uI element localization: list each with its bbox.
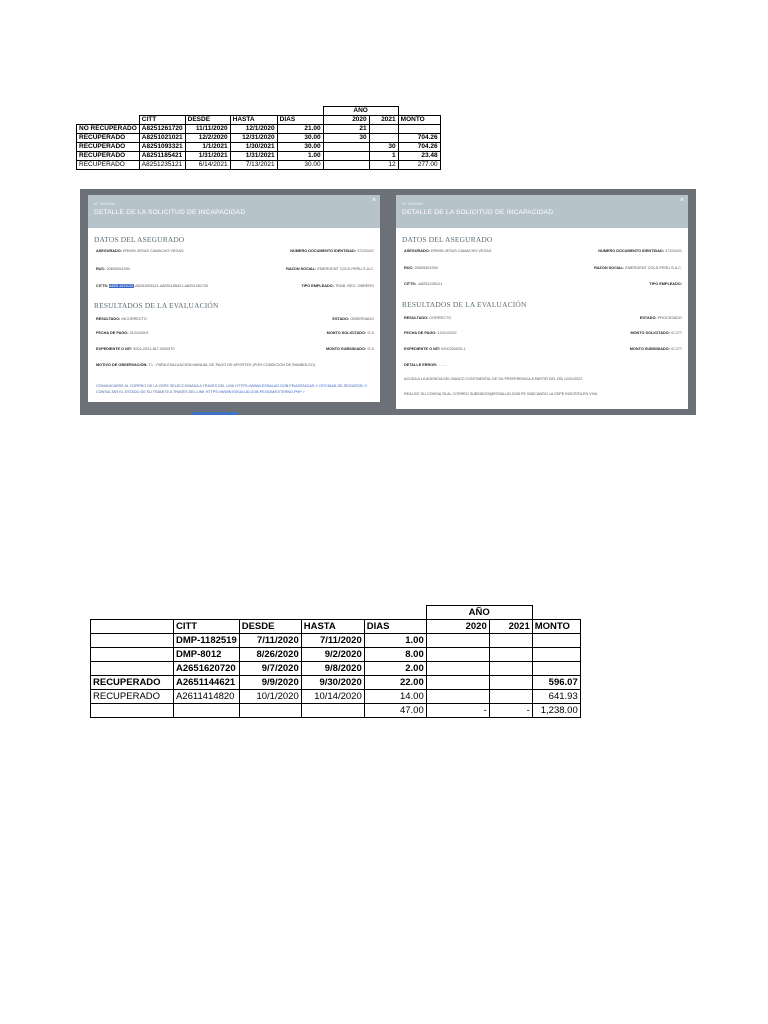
table-total-row <box>91 704 581 718</box>
incapacity-detail-modal-observed <box>88 195 380 402</box>
ruc-row <box>96 265 374 273</box>
monto-solicitado-value: S/.277 <box>671 331 682 335</box>
col-citt: CITT <box>139 116 185 125</box>
table-year-row <box>77 107 441 116</box>
table-row <box>77 161 441 170</box>
row-status: NO RECUPERADO <box>77 125 140 134</box>
tipo-label: TIPO EMPLEADO: <box>649 282 682 286</box>
resultado-row <box>96 315 374 323</box>
fecha-value: 01/01/0001 <box>129 331 149 335</box>
table-header-row <box>91 620 581 634</box>
table-row <box>77 134 441 143</box>
row-monto: 277.00 <box>398 161 440 170</box>
essalud-screenshot-panel <box>80 189 696 415</box>
resultado-label: RESULTADO: <box>96 317 121 321</box>
col-2020: 2020 <box>426 620 489 634</box>
table-body <box>91 634 581 704</box>
row-2021 <box>369 134 398 143</box>
asegurado-row <box>96 247 374 255</box>
row-dias: 30.00 <box>277 143 323 152</box>
row-2021 <box>369 125 398 134</box>
table-row <box>77 152 441 161</box>
modal-kicker: N° 0000000 <box>402 202 424 206</box>
row-hasta: 12/1/2020 <box>230 125 277 134</box>
section-resultados: RESULTADOS DE LA EVALUACIÓN <box>94 301 219 310</box>
numdoc-label: NUMERO DOCUMENTO IDENTIDAD: <box>290 249 357 253</box>
close-icon[interactable]: × <box>371 197 376 204</box>
row-desde: 1/1/2021 <box>185 143 230 152</box>
tipo-label: TIPO EMPLEADO: <box>301 284 334 288</box>
col-monto: MONTO <box>398 116 440 125</box>
asegurado-label: ASEGURADO: <box>404 249 430 253</box>
row-citt: A8251185421 <box>139 152 185 161</box>
citts-row <box>96 282 374 290</box>
estado-value: PROCESADO <box>657 316 682 320</box>
row-status: RECUPERADO <box>77 143 140 152</box>
row-citt: A2651144621 <box>174 676 240 690</box>
row-desde: 12/2/2020 <box>185 134 230 143</box>
row-status <box>91 662 174 676</box>
ruc-value: 20605261994 <box>414 266 438 270</box>
razon-label: RAZON SOCIAL: <box>594 266 625 270</box>
citts-value: -A8251235121 <box>417 282 443 286</box>
row-monto <box>398 125 440 134</box>
citts-selected-text[interactable]: A825 1021021 <box>109 284 134 288</box>
row-dias: 1.00 <box>364 634 426 648</box>
bank-note <box>404 377 680 383</box>
citts-label: CITTS: <box>404 282 417 286</box>
row-2020 <box>426 634 489 648</box>
expediente-value: 9200200025-1 <box>441 347 466 351</box>
row-monto <box>532 662 580 676</box>
monto-subsidiado-value: S/.0 <box>367 347 374 351</box>
row-dias: 21.00 <box>277 125 323 134</box>
row-hasta: 7/13/2021 <box>230 161 277 170</box>
row-2021 <box>489 648 532 662</box>
row-hasta: 7/11/2020 <box>301 634 364 648</box>
row-hasta: 12/31/2020 <box>230 134 277 143</box>
col-2020: 2020 <box>323 116 369 125</box>
col-hasta: HASTA <box>230 116 277 125</box>
note-text-1: ACUDA A LA AGENCIA DEL BANCO CONTINENTAL DE SU PREFERENCIA A PARTIR DEL DÍA 12/01/2022. <box>404 377 584 381</box>
table-year-row <box>91 606 581 620</box>
row-hasta: 9/30/2020 <box>301 676 364 690</box>
monto-solicitado-label: MONTO SOLICITADO: <box>630 331 670 335</box>
numdoc-value: 47225421 <box>357 249 374 253</box>
col-dias: DIAS <box>277 116 323 125</box>
table-row <box>77 143 441 152</box>
resultado-value: CORRECTO <box>429 316 452 320</box>
monto-solicitado-value: S/.0 <box>367 331 374 335</box>
row-citt: A2611414820 <box>174 690 240 704</box>
citts-row <box>404 280 682 288</box>
row-2021: 1 <box>369 152 398 161</box>
incapacity-detail-modal-processed <box>396 195 688 409</box>
row-citt: A8251093321 <box>139 143 185 152</box>
row-status: RECUPERADO <box>77 134 140 143</box>
total-monto: 1,238.00 <box>532 704 580 718</box>
table-row <box>91 634 581 648</box>
row-desde: 10/1/2020 <box>239 690 301 704</box>
fecha-label: FECHA DE PAGO: <box>96 331 129 335</box>
row-citt: A8251235121 <box>139 161 185 170</box>
asegurado-row <box>404 247 682 255</box>
expediente-row <box>404 345 682 353</box>
numdoc-label: NUMERO DOCUMENTO IDENTIDAD: <box>598 249 665 253</box>
col-hasta: HASTA <box>301 620 364 634</box>
asegurado-value: ERWIN JESUS CAMACHO VEGAS <box>123 249 184 253</box>
monto-subsidiado-label: MONTO SUBSIDIADO: <box>325 347 367 351</box>
ruc-label: RUC: <box>404 266 414 270</box>
ruc-label: RUC: <box>96 267 106 271</box>
row-dias: 14.00 <box>364 690 426 704</box>
note-text-1: COMUNICARSE AL CORREO DE LA OSPE SELECCIONADA A TRAVÉS DEL LINK <box>96 384 235 388</box>
row-desde: 6/14/2021 <box>185 161 230 170</box>
note-text-2: REALICE SU CONSULTA AL CORREO SUBSIDIOS@ESSALUD.GOB.PE INDICANDO LA OSPE INSCRITA EN VIVA <box>404 392 598 396</box>
section-resultados: RESULTADOS DE LA EVALUACIÓN <box>402 300 527 309</box>
motivo-row <box>96 361 374 369</box>
row-status: RECUPERADO <box>91 676 174 690</box>
row-monto: 704.26 <box>398 134 440 143</box>
modal-kicker: N° 0000000 <box>94 202 116 206</box>
estado-value: OBSERVADO <box>350 317 374 321</box>
row-monto: 23.48 <box>398 152 440 161</box>
note-text-2: O CONSULTAR EL ESTADO DE SU TRÁMITE A TRAVÉS DEL LINK <box>96 384 368 394</box>
row-monto <box>532 634 580 648</box>
total-dias: 47.00 <box>364 704 426 718</box>
row-desde: 9/9/2020 <box>239 676 301 690</box>
row-2021 <box>489 634 532 648</box>
row-citt: DMP-8012 <box>174 648 240 662</box>
row-status <box>91 648 174 662</box>
row-hasta: 9/8/2020 <box>301 662 364 676</box>
row-desde: 1/31/2021 <box>185 152 230 161</box>
row-dias: 8.00 <box>364 648 426 662</box>
row-2020 <box>426 690 489 704</box>
table-row <box>77 125 441 134</box>
row-2021 <box>489 690 532 704</box>
detalle-error-label: DETALLE ERROR: <box>404 363 438 367</box>
row-status <box>91 634 174 648</box>
row-monto: 641.93 <box>532 690 580 704</box>
row-2021 <box>489 662 532 676</box>
row-2020 <box>426 648 489 662</box>
numdoc-value: 47225421 <box>665 249 682 253</box>
row-dias: 1.00 <box>277 152 323 161</box>
col-dias: DIAS <box>364 620 426 634</box>
row-2020: 30 <box>323 134 369 143</box>
expediente-label: EXPEDIENTE O NIT: <box>404 347 441 351</box>
row-desde: 11/11/2020 <box>185 125 230 134</box>
monto-subsidiado-label: MONTO SUBSIDIADO: <box>629 347 670 351</box>
row-dias: 2.00 <box>364 662 426 676</box>
citts-value: -A8251093321-A8251185421-A8251261720 <box>133 284 209 288</box>
row-hasta: 10/14/2020 <box>301 690 364 704</box>
ruc-row <box>404 264 682 272</box>
motivo-value: T1 - PARA EVALUACION MANUAL DE PAGO DE APORTES (POR CONDICION DE RAMBOLSO) <box>148 363 316 367</box>
row-desde: 8/26/2020 <box>239 648 301 662</box>
monto-subsidiado-value: S/.277 <box>671 347 682 351</box>
detalle-error-value: - - - - <box>438 363 447 367</box>
contact-note <box>96 384 372 395</box>
row-2021 <box>489 676 532 690</box>
close-icon[interactable]: × <box>679 197 684 204</box>
motivo-label: MOTIVO DE OBSERVACIÓN: <box>96 363 148 367</box>
table-row <box>91 690 581 704</box>
row-dias: 22.00 <box>364 676 426 690</box>
detalle-error-row <box>404 361 682 369</box>
table-row <box>91 648 581 662</box>
total-2020: - <box>426 704 489 718</box>
table-row <box>91 662 581 676</box>
row-citt: DMP-1182519 <box>174 634 240 648</box>
razon-value: EMERGENT COLD PERU S.A.C. <box>317 267 374 271</box>
col-desde: DESDE <box>185 116 230 125</box>
estado-label: ESTADO: <box>332 317 350 321</box>
tipo-value: TRAB. REG. OBRERO <box>334 284 374 288</box>
modal-title: DETALLE DE LA SOLICITUD DE INCAPACIDAD <box>94 209 246 216</box>
row-citt: A2651620720 <box>174 662 240 676</box>
row-2020 <box>426 662 489 676</box>
row-citt: A8251021021 <box>139 134 185 143</box>
row-dias: 30.00 <box>277 161 323 170</box>
ruc-value: 20605261994 <box>106 267 130 271</box>
row-2020: 21 <box>323 125 369 134</box>
resultado-value: INCORRECTO <box>121 317 147 321</box>
upper-incapacity-table <box>76 106 441 170</box>
asegurado-value: ERWIN JESUS CAMACHO VEGAS <box>431 249 492 253</box>
asegurado-label: ASEGURADO: <box>96 249 122 253</box>
fecha-row <box>96 329 374 337</box>
row-hasta: 1/30/2021 <box>230 143 277 152</box>
ospe-link[interactable]: HTTPS://WWW.ESSALUD.GOB.PE/AGENCIAS-Y-OFICINAS-DE-SEGUROS/ <box>235 384 364 388</box>
col-2021: 2021 <box>369 116 398 125</box>
row-2020 <box>323 143 369 152</box>
expediente-value: 9002-2021-NIT-0000370 <box>133 347 175 351</box>
row-2021: 30 <box>369 143 398 152</box>
row-2021: 12 <box>369 161 398 170</box>
razon-value: EMERGENT COLD PERU S.A.C. <box>625 266 682 270</box>
col-2021: 2021 <box>489 620 532 634</box>
estado-label: ESTADO: <box>639 316 657 320</box>
citts-label: CITTS: <box>96 284 109 288</box>
row-desde: 9/7/2020 <box>239 662 301 676</box>
row-dias: 30.00 <box>277 134 323 143</box>
row-status: RECUPERADO <box>77 161 140 170</box>
row-monto: 704.26 <box>398 143 440 152</box>
browser-bottom-tab <box>191 412 238 415</box>
table-body <box>77 125 441 170</box>
section-datos-asegurado: DATOS DEL ASEGURADO <box>94 235 185 244</box>
modal-header <box>396 195 688 228</box>
email-note <box>404 392 680 398</box>
table-header-row <box>77 116 441 125</box>
modal-title: DETALLE DE LA SOLICITUD DE INCAPACIDAD <box>402 209 554 216</box>
monto-solicitado-label: MONTO SOLICITADO: <box>326 331 367 335</box>
col-desde: DESDE <box>239 620 301 634</box>
fecha-label: FECHA DE PAGO: <box>404 331 437 335</box>
resultado-row <box>404 314 682 322</box>
year-header: AÑO <box>323 107 398 116</box>
row-monto: 596.07 <box>532 676 580 690</box>
row-2020 <box>323 161 369 170</box>
row-2020 <box>323 152 369 161</box>
expediente-row <box>96 345 374 353</box>
col-citt: CITT <box>174 620 240 634</box>
table-row <box>91 676 581 690</box>
row-monto <box>532 648 580 662</box>
col-monto: MONTO <box>532 620 580 634</box>
row-desde: 7/11/2020 <box>239 634 301 648</box>
row-hasta: 1/31/2021 <box>230 152 277 161</box>
row-status: RECUPERADO <box>91 690 174 704</box>
lower-incapacity-table <box>90 605 581 718</box>
fecha-row <box>404 329 682 337</box>
razon-label: RAZON SOCIAL: <box>286 267 317 271</box>
fecha-value: 12/01/2022 <box>437 331 457 335</box>
resultado-label: RESULTADO: <box>404 316 429 320</box>
total-2021: - <box>489 704 532 718</box>
tramite-link[interactable]: HTTPS://WWW.ESSALUD.GOB.PE/GDM/EXTERNO.PHP > <box>205 389 305 394</box>
expediente-label: EXPEDIENTE O NIT: <box>96 347 133 351</box>
row-2020 <box>426 676 489 690</box>
year-header: AÑO <box>426 606 532 620</box>
section-datos-asegurado: DATOS DEL ASEGURADO <box>402 235 493 244</box>
row-status: RECUPERADO <box>77 152 140 161</box>
row-hasta: 9/2/2020 <box>301 648 364 662</box>
row-citt: A8251261720 <box>139 125 185 134</box>
modal-header <box>88 195 380 228</box>
